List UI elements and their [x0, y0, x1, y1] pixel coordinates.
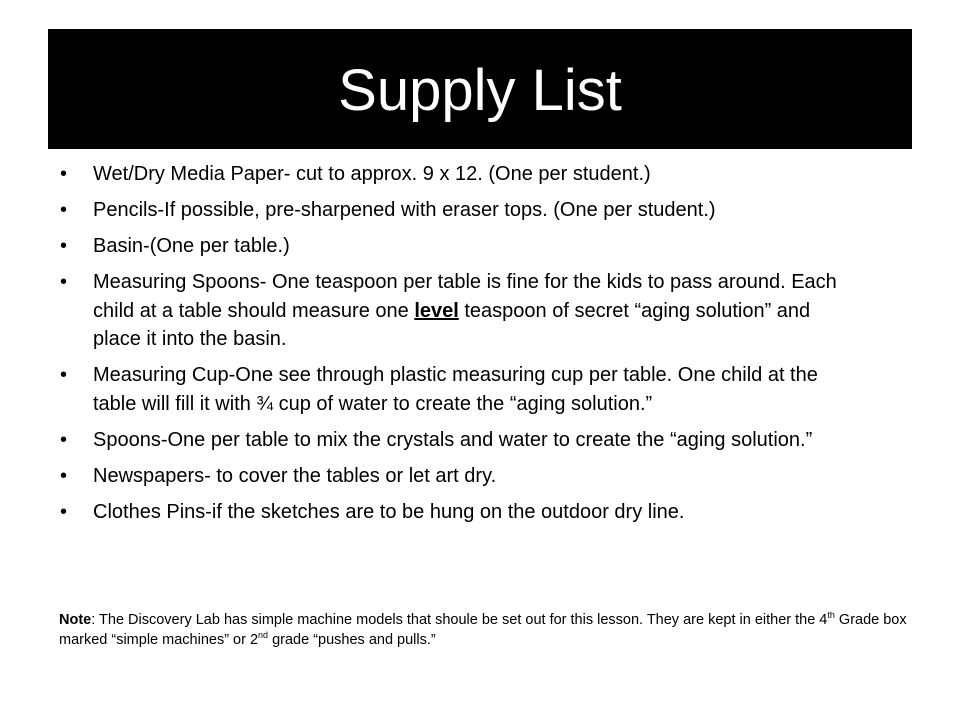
title-bar [48, 29, 912, 149]
bullet-icon: • [60, 235, 68, 257]
bullet-icon: • [60, 271, 68, 293]
bullet-icon: • [60, 500, 68, 523]
list-item-text: Measuring Cup-One see through plastic measuring cup per table. One child at the table will fill it with ¾ cup of water to create the “aging solution.” [93, 364, 818, 415]
list-item-text-end: teaspoon of secret “aging solution” and place it into the basin. [93, 299, 811, 350]
emphasis-level: level [414, 299, 459, 322]
note-label: Note [59, 612, 92, 628]
list-item-text-start: Measuring Spoons- One teaspoon per table is fine for the kids to pass around. Each child at a table should measure one [93, 271, 837, 322]
note-text: grade “pushes and pulls.” [268, 632, 436, 648]
list-item [60, 160, 860, 189]
list-item [60, 426, 860, 455]
note-text: : The Discovery Lab has simple machine models that shoule be set out for this lesson. They are kept in either the 4 [91, 612, 828, 628]
list-item-text: Pencils-If possible, pre-sharpened with eraser tops. (One per student.) [93, 199, 716, 221]
list-item-text [93, 271, 837, 350]
bullet-icon: • [60, 464, 68, 487]
note-superscript: th [827, 610, 835, 620]
list-item-text: Wet/Dry Media Paper- cut to approx. 9 x 12. (One per student.) [93, 163, 651, 185]
footnote [59, 610, 919, 650]
list-item-text: Spoons-One per table to mix the crystals and water to create the “aging solution.” [93, 428, 813, 451]
list-item [60, 361, 860, 418]
list-item [60, 268, 860, 354]
list-item-text: Clothes Pins-if the sketches are to be hung on the outdoor dry line. [93, 500, 685, 523]
list-item [60, 232, 860, 261]
slide-title: Supply List [338, 58, 622, 123]
supply-list [60, 160, 860, 534]
bullet-icon: • [60, 163, 68, 185]
list-item-text: Basin-(One per table.) [93, 235, 290, 257]
note-superscript: nd [258, 630, 269, 640]
bullet-icon: • [60, 428, 68, 451]
list-item-text: Newspapers- to cover the tables or let art dry. [93, 464, 497, 487]
list-item [60, 462, 860, 491]
list-item [60, 196, 860, 225]
bullet-icon: • [60, 364, 68, 386]
bullet-icon: • [60, 199, 68, 221]
note-text: Grade box marked “simple machines” or 2 [59, 612, 907, 648]
list-item [60, 498, 860, 527]
